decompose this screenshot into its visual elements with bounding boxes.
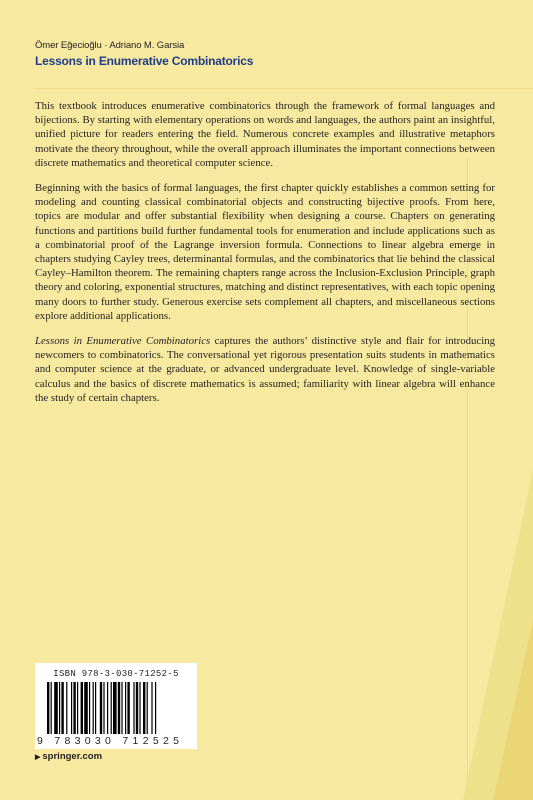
paragraph-2: Beginning with the basics of formal languages, the first chapter quickly establishes a common setting for modeling and counting classical combinatorial objects and constructing bijective proofs. From here, topics are modular and offer substantial flexibility when designing a course. Chapters on generating functions and partitions build further fundamental tools for enumeration and include applications such as a combinatorial proof of the Lagrange inversion formula. Connections to linear algebra emerge in chapters studying Cayley trees, determinantal formulas, and the combinatorics that lie behind the classical Cayley–Hamilton theorem. The remaining chapters range across the Inclusion-Exclusion Principle, graph theory and coloring, exponential structures, matching and distinct representatives, with each topic opening many doors to further study. Generous exercise sets complement all chapters, and miscellaneous sections explore additional applications.: [35, 182, 495, 322]
barcode-bar: [59, 682, 60, 734]
barcode-bar: [81, 682, 83, 734]
barcode-bar: [118, 682, 120, 734]
barcode-bar: [151, 682, 152, 734]
barcode-bar: [139, 682, 140, 734]
barcode-bar: [93, 682, 94, 734]
barcode-bar: [71, 682, 72, 734]
paragraph-3-text: captures the authors’ distinctive style and flair for introducing newcomers to combinatorics. The conversational yet rigorous presentation suits students in mathematics and computer science at the graduate, or advanced undergraduate level. Knowledge of single-variable calculus and the basics of discrete mathematics is assumed; familiarity with linear algebra will enhance the study of certain chapters.: [35, 335, 496, 404]
barcode-bars: [47, 682, 191, 734]
barcode-bar: [125, 682, 126, 734]
barcode-bar: [136, 682, 138, 734]
barcode-bar: [47, 682, 49, 734]
paragraph-3: [35, 334, 495, 405]
barcode-bar: [100, 682, 102, 734]
barcode-bar: [66, 682, 67, 734]
barcode-bar: [111, 682, 112, 734]
barcode-bar: [54, 682, 58, 734]
barcode: [35, 663, 197, 749]
book-title: Lessons in Enumerative Combinatorics: [35, 54, 254, 68]
barcode-bar: [143, 682, 145, 734]
arrow-icon: ▶: [35, 754, 41, 761]
barcode-bar: [147, 682, 148, 734]
decorative-triangles: [463, 470, 533, 800]
barcode-bar: [133, 682, 134, 734]
barcode-bar: [121, 682, 122, 734]
barcode-bar: [113, 682, 117, 734]
barcode-digits: 9 783030 712525: [37, 735, 184, 747]
barcode-bar: [103, 682, 104, 734]
publisher-link[interactable]: [35, 751, 102, 762]
barcode-bar: [89, 682, 90, 734]
italic-title: Lessons in Enumerative Combinatorics: [35, 335, 211, 348]
barcode-bar: [51, 682, 52, 734]
authors: Ömer Eğecioğlu · Adriano M. Garsia: [35, 40, 185, 51]
barcode-bar: [127, 682, 129, 734]
barcode-bar: [77, 682, 78, 734]
barcode-bar: [84, 682, 88, 734]
barcode-bar: [61, 682, 63, 734]
paragraph-1: This textbook introduces enumerative combinatorics through the framework of formal languages and bijections. By starting with elementary operations on words and languages, the authors paint an insightful, unified picture for readers entering the field. Numerous concrete examples and illustrative metaphors motivate the theory throughout, while the overall approach illuminates the important connections between discrete mathematics and theoretical computer science.: [35, 100, 495, 169]
top-rule: [35, 88, 533, 89]
barcode-bar: [107, 682, 108, 734]
barcode-bar: [155, 682, 156, 734]
publisher-text: springer.com: [42, 751, 103, 762]
description: [35, 99, 495, 416]
barcode-bar: [95, 682, 96, 734]
isbn: ISBN 978-3-030-71252-5: [53, 669, 179, 679]
barcode-bar: [73, 682, 75, 734]
